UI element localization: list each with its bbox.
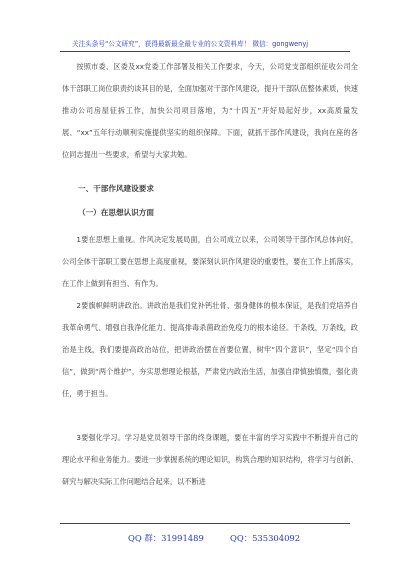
intro-paragraph: 按照市委、区委及xx党委工作部署及相关工作要求，今天，公司党支部组织征收公司全体干部职工岗位职责约谈其目的是，全面加强对干部作风建设，提升干部队伍整体素质，快速推动公司房屋征拆工作，加快公司项目落地，为“十四五”开好局起好步，xx高质量发展、“xx”五年行动顺利实施提供坚实的组织保障。下面，就抓干部作风建设，我向在座的各位同志提出一些要求，希望与大家共勉。	[62, 62, 358, 159]
header-banner: 关注头条号“公文研究”，获得最新最全最专业的公文资料库！ 微信：gongwenyj	[72, 40, 309, 48]
footer-qq: QQ：535304092	[230, 533, 301, 543]
subsection-heading: （一）在思想认识方面	[78, 208, 154, 217]
header-divider	[60, 51, 350, 52]
paragraph-2: 2要旗帜鲜明讲政治。讲政治是我们党补钙壮骨、强身健体的根本保证，是我们党培养自我革命勇气、增强自我净化能力、提高排毒杀菌政治免疫力的根本途径。干条线，万条线，政治是主线，我们要提高政治站位，把讲政治摆在首要位置，树牢“四个意识”，坚定“四个自信”，做到“两个维护”，夯实思想理论根基，严肃党内政治生活，加强自律慎独慎微，强化责任，勇于担当。	[62, 301, 358, 398]
section-heading: 一、干部作风建设要求	[78, 184, 154, 193]
footer-qq-group: QQ 群：31991489	[128, 533, 204, 543]
paragraph-3: 3要强化学习。学习是党员领导干部的终身课题，要在丰富的学习实践中不断提升自己的理论水平和业务能力。要进一步掌握系统的理论知识，构筑合理的知识结构，将学习与创新、研究与解决实际工作问题结合起来，以不断进	[62, 433, 358, 486]
paragraph-1: 1要在思想上重视。作风决定发展局面，自公司成立以来，公司领导干部作风总体向好，公司全体干部职工要在思想上高度重视，要深刻认识作风建设的重要性，要在工作上抓落实，在工作上做到有担当、有作为。	[62, 235, 358, 288]
footer-divider	[60, 523, 350, 524]
